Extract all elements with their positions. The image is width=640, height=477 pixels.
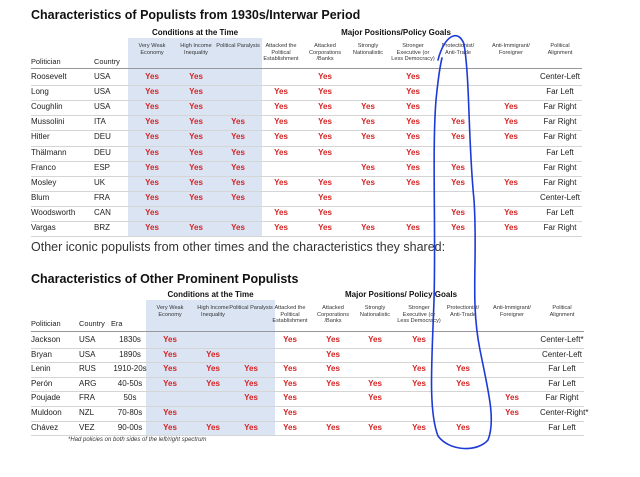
row-rule xyxy=(31,391,584,392)
yes-mark: Yes xyxy=(505,393,519,403)
politician-name: Blum xyxy=(31,192,50,202)
yes-mark: Yes xyxy=(412,422,426,432)
politician-name: Franco xyxy=(31,162,56,172)
yes-mark: Yes xyxy=(145,147,159,157)
politician-name: Lenin xyxy=(31,364,51,374)
era: 1910-20s xyxy=(113,364,147,374)
politician-name: Mosley xyxy=(31,177,57,187)
era: 1830s xyxy=(119,335,141,344)
yes-mark: Yes xyxy=(368,393,382,403)
yes-mark: Yes xyxy=(504,132,518,142)
country-code: FRA xyxy=(79,393,95,403)
yes-mark: Yes xyxy=(406,102,420,112)
table2-header-3: Attacked the Political Establishment xyxy=(272,305,308,325)
yes-mark: Yes xyxy=(231,192,245,202)
table1-title: Characteristics of Populists from 1930s/Interwar Period xyxy=(31,8,361,22)
country-code: USA xyxy=(94,72,111,81)
country-code: CAN xyxy=(94,207,111,217)
table1-header-7: Protectionist/ Anti-Trade xyxy=(441,43,475,56)
country-code: USA xyxy=(79,335,96,344)
table2-col-country: Country xyxy=(79,319,105,328)
yes-mark: Yes xyxy=(361,117,375,127)
yes-mark: Yes xyxy=(206,422,220,432)
alignment-value: Far Right xyxy=(545,393,579,403)
politician-name: Mussolini xyxy=(31,117,65,127)
row-rule xyxy=(31,348,584,349)
country-code: ESP xyxy=(94,162,111,172)
yes-mark: Yes xyxy=(145,132,159,142)
yes-mark: Yes xyxy=(361,132,375,142)
yes-mark: Yes xyxy=(368,378,382,388)
alignment-value: Far Left xyxy=(546,147,574,157)
yes-mark: Yes xyxy=(318,147,332,157)
yes-mark: Yes xyxy=(163,422,177,432)
table2-header-7: Protectionist/ Anti-Trade xyxy=(446,305,480,318)
yes-mark: Yes xyxy=(145,177,159,187)
alignment-value: Far Left xyxy=(546,87,574,97)
yes-mark: Yes xyxy=(189,147,203,157)
yes-mark: Yes xyxy=(361,162,375,172)
yes-mark: Yes xyxy=(189,102,203,112)
table2-col-era: Era xyxy=(111,319,123,328)
yes-mark: Yes xyxy=(283,335,297,344)
alignment-value: Far Right xyxy=(543,102,577,112)
yes-mark: Yes xyxy=(145,223,159,232)
yes-mark: Yes xyxy=(326,378,340,388)
era: 1890s xyxy=(119,349,141,359)
alignment-value: Center-Left xyxy=(539,72,581,81)
yes-mark: Yes xyxy=(326,349,340,359)
politician-name: Vargas xyxy=(31,223,56,232)
table2-group-positions: Major Positions/ Policy Goals xyxy=(344,290,458,299)
yes-mark: Yes xyxy=(406,223,420,232)
yes-mark: Yes xyxy=(504,177,518,187)
yes-mark: Yes xyxy=(274,207,288,217)
yes-mark: Yes xyxy=(145,192,159,202)
yes-mark: Yes xyxy=(283,408,297,417)
alignment-value: Center-Left xyxy=(539,192,581,202)
country-code: RUS xyxy=(79,364,96,374)
yes-mark: Yes xyxy=(145,87,159,97)
yes-mark: Yes xyxy=(504,102,518,112)
alignment-value: Far Right xyxy=(543,177,577,187)
yes-mark: Yes xyxy=(163,335,177,344)
alignment-value: Far Right xyxy=(543,117,577,127)
yes-mark: Yes xyxy=(456,422,470,432)
country-code: DEU xyxy=(94,147,111,157)
politician-name: Muldoon xyxy=(31,408,62,417)
yes-mark: Yes xyxy=(326,335,340,344)
alignment-value: Far Right xyxy=(543,132,577,142)
politician-name: Woodsworth xyxy=(31,207,76,217)
yes-mark: Yes xyxy=(145,207,159,217)
yes-mark: Yes xyxy=(451,117,465,127)
alignment-value: Center-Left xyxy=(541,349,583,359)
yes-mark: Yes xyxy=(318,72,332,81)
yes-mark: Yes xyxy=(189,223,203,232)
yes-mark: Yes xyxy=(451,162,465,172)
yes-mark: Yes xyxy=(189,132,203,142)
table1-col-politician: Politician xyxy=(31,57,61,66)
country-code: DEU xyxy=(94,132,111,142)
yes-mark: Yes xyxy=(406,147,420,157)
yes-mark: Yes xyxy=(163,364,177,374)
yes-mark: Yes xyxy=(318,132,332,142)
yes-mark: Yes xyxy=(451,207,465,217)
yes-mark: Yes xyxy=(274,132,288,142)
yes-mark: Yes xyxy=(451,132,465,142)
country-code: UK xyxy=(94,177,106,187)
table1-header-8: Anti-Immigrant/ Foreigner xyxy=(492,43,530,56)
country-code: FRA xyxy=(94,192,110,202)
row-rule xyxy=(31,362,584,363)
yes-mark: Yes xyxy=(231,223,245,232)
politician-name: Bryan xyxy=(31,349,52,359)
politician-name: Long xyxy=(31,87,49,97)
yes-mark: Yes xyxy=(189,117,203,127)
yes-mark: Yes xyxy=(406,132,420,142)
politician-name: Thälmann xyxy=(31,147,67,157)
table1-header-3: Attacked the Political Establishment xyxy=(263,43,299,63)
table2-col-politician: Politician xyxy=(31,319,61,328)
yes-mark: Yes xyxy=(244,393,258,403)
yes-mark: Yes xyxy=(283,422,297,432)
yes-mark: Yes xyxy=(361,223,375,232)
row-rule xyxy=(31,406,584,407)
row-rule xyxy=(31,421,584,422)
yes-mark: Yes xyxy=(451,223,465,232)
yes-mark: Yes xyxy=(189,162,203,172)
yes-mark: Yes xyxy=(274,147,288,157)
yes-mark: Yes xyxy=(189,72,203,81)
yes-mark: Yes xyxy=(318,102,332,112)
alignment-value: Far Right xyxy=(543,223,577,232)
yes-mark: Yes xyxy=(274,117,288,127)
table1-header-2: Political Paralysis xyxy=(216,43,260,49)
yes-mark: Yes xyxy=(274,177,288,187)
yes-mark: Yes xyxy=(231,162,245,172)
yes-mark: Yes xyxy=(244,364,258,374)
country-code: VEZ xyxy=(79,422,95,432)
yes-mark: Yes xyxy=(412,364,426,374)
table2-title: Characteristics of Other Prominent Populists xyxy=(31,272,299,286)
yes-mark: Yes xyxy=(145,117,159,127)
yes-mark: Yes xyxy=(406,177,420,187)
table2-header-9: Political Alignment xyxy=(549,305,575,318)
yes-mark: Yes xyxy=(244,422,258,432)
yes-mark: Yes xyxy=(504,207,518,217)
yes-mark: Yes xyxy=(504,223,518,232)
alignment-value: Far Right xyxy=(543,162,577,172)
yes-mark: Yes xyxy=(451,177,465,187)
yes-mark: Yes xyxy=(206,364,220,374)
era: 40-50s xyxy=(117,378,143,388)
yes-mark: Yes xyxy=(361,102,375,112)
table1-group-positions: Major Positions/Policy Goals xyxy=(341,28,451,37)
table1-header-0: Very Weak Economy xyxy=(138,43,166,56)
yes-mark: Yes xyxy=(368,422,382,432)
yes-mark: Yes xyxy=(283,364,297,374)
country-code: ITA xyxy=(94,117,106,127)
table1-header-1: High Income Inequality xyxy=(180,43,212,56)
yes-mark: Yes xyxy=(189,177,203,187)
yes-mark: Yes xyxy=(231,177,245,187)
table2-header-8: Anti-Immigrant/ Foreigner xyxy=(493,305,531,318)
yes-mark: Yes xyxy=(283,378,297,388)
table1-group-conditions: Conditions at the Time xyxy=(151,28,239,37)
yes-mark: Yes xyxy=(318,223,332,232)
alignment-value: Center-Right* xyxy=(540,408,589,417)
alignment-value: Far Left xyxy=(548,378,576,388)
table1-header-4: Attacked Corporations /Banks xyxy=(308,43,342,63)
alignment-value: Far Left xyxy=(548,422,576,432)
politician-name: Hitler xyxy=(31,132,50,142)
yes-mark: Yes xyxy=(412,378,426,388)
yes-mark: Yes xyxy=(318,192,332,202)
country-code: USA xyxy=(94,87,111,97)
table2-header-rule xyxy=(31,331,584,332)
yes-mark: Yes xyxy=(406,162,420,172)
alignment-value: Center-Left* xyxy=(540,335,584,344)
yes-mark: Yes xyxy=(145,102,159,112)
table1-header-9: Political Alignment xyxy=(547,43,573,56)
yes-mark: Yes xyxy=(283,393,297,403)
yes-mark: Yes xyxy=(318,207,332,217)
yes-mark: Yes xyxy=(318,117,332,127)
yes-mark: Yes xyxy=(206,378,220,388)
country-code: ARG xyxy=(79,378,97,388)
table1-col-country: Country xyxy=(94,57,120,66)
yes-mark: Yes xyxy=(368,335,382,344)
yes-mark: Yes xyxy=(244,378,258,388)
yes-mark: Yes xyxy=(456,378,470,388)
era: 50s xyxy=(123,393,137,403)
yes-mark: Yes xyxy=(406,72,420,81)
yes-mark: Yes xyxy=(406,87,420,97)
yes-mark: Yes xyxy=(274,87,288,97)
yes-mark: Yes xyxy=(456,364,470,374)
table1-header-5: Strongly Nationalistic xyxy=(352,43,384,56)
era: 90-00s xyxy=(117,422,143,432)
country-code: USA xyxy=(94,102,111,112)
yes-mark: Yes xyxy=(163,349,177,359)
yes-mark: Yes xyxy=(231,132,245,142)
yes-mark: Yes xyxy=(145,72,159,81)
footnote: *Had policies on both sides of the left/right spectrum xyxy=(68,437,207,443)
yes-mark: Yes xyxy=(231,117,245,127)
yes-mark: Yes xyxy=(326,422,340,432)
table1-header-6: Stronger Executive (or Less Democracy) xyxy=(391,43,435,63)
yes-mark: Yes xyxy=(163,378,177,388)
yes-mark: Yes xyxy=(206,349,220,359)
politician-name: Jackson xyxy=(31,335,61,344)
yes-mark: Yes xyxy=(274,102,288,112)
country-code: NZL xyxy=(79,408,95,417)
era: 70-80s xyxy=(117,408,143,417)
yes-mark: Yes xyxy=(163,408,177,417)
table2-header-6: Stronger Executive (or Less Democracy) xyxy=(397,305,441,325)
yes-mark: Yes xyxy=(504,117,518,127)
country-code: USA xyxy=(79,349,96,359)
yes-mark: Yes xyxy=(406,117,420,127)
politician-name: Poujade xyxy=(31,393,61,403)
yes-mark: Yes xyxy=(326,364,340,374)
alignment-value: Far Left xyxy=(548,364,576,374)
table2-header-1: High Income Inequality xyxy=(197,305,229,318)
politician-name: Chávez xyxy=(31,422,59,432)
yes-mark: Yes xyxy=(189,87,203,97)
yes-mark: Yes xyxy=(412,335,426,344)
yes-mark: Yes xyxy=(505,408,519,417)
yes-mark: Yes xyxy=(231,147,245,157)
yes-mark: Yes xyxy=(318,177,332,187)
row-rule xyxy=(31,377,584,378)
table2-header-5: Strongly Nationalistic xyxy=(359,305,391,318)
politician-name: Coughlin xyxy=(31,102,63,112)
table2-group-conditions: Conditions at the Time xyxy=(167,290,254,299)
table2-header-4: Attacked Corporations /Banks xyxy=(316,305,350,325)
politician-name: Perón xyxy=(31,378,53,388)
paragraph-text: Other iconic populists from other times and the characteristics they shared: xyxy=(31,240,446,254)
table2-header-0: Very Weak Economy xyxy=(156,305,184,318)
table2-header-2: Political Paralysis xyxy=(229,305,273,311)
yes-mark: Yes xyxy=(318,87,332,97)
yes-mark: Yes xyxy=(189,192,203,202)
politician-name: Roosevelt xyxy=(31,72,67,81)
alignment-value: Far Left xyxy=(546,207,574,217)
yes-mark: Yes xyxy=(361,177,375,187)
yes-mark: Yes xyxy=(145,162,159,172)
yes-mark: Yes xyxy=(274,223,288,232)
country-code: BRZ xyxy=(94,223,110,232)
